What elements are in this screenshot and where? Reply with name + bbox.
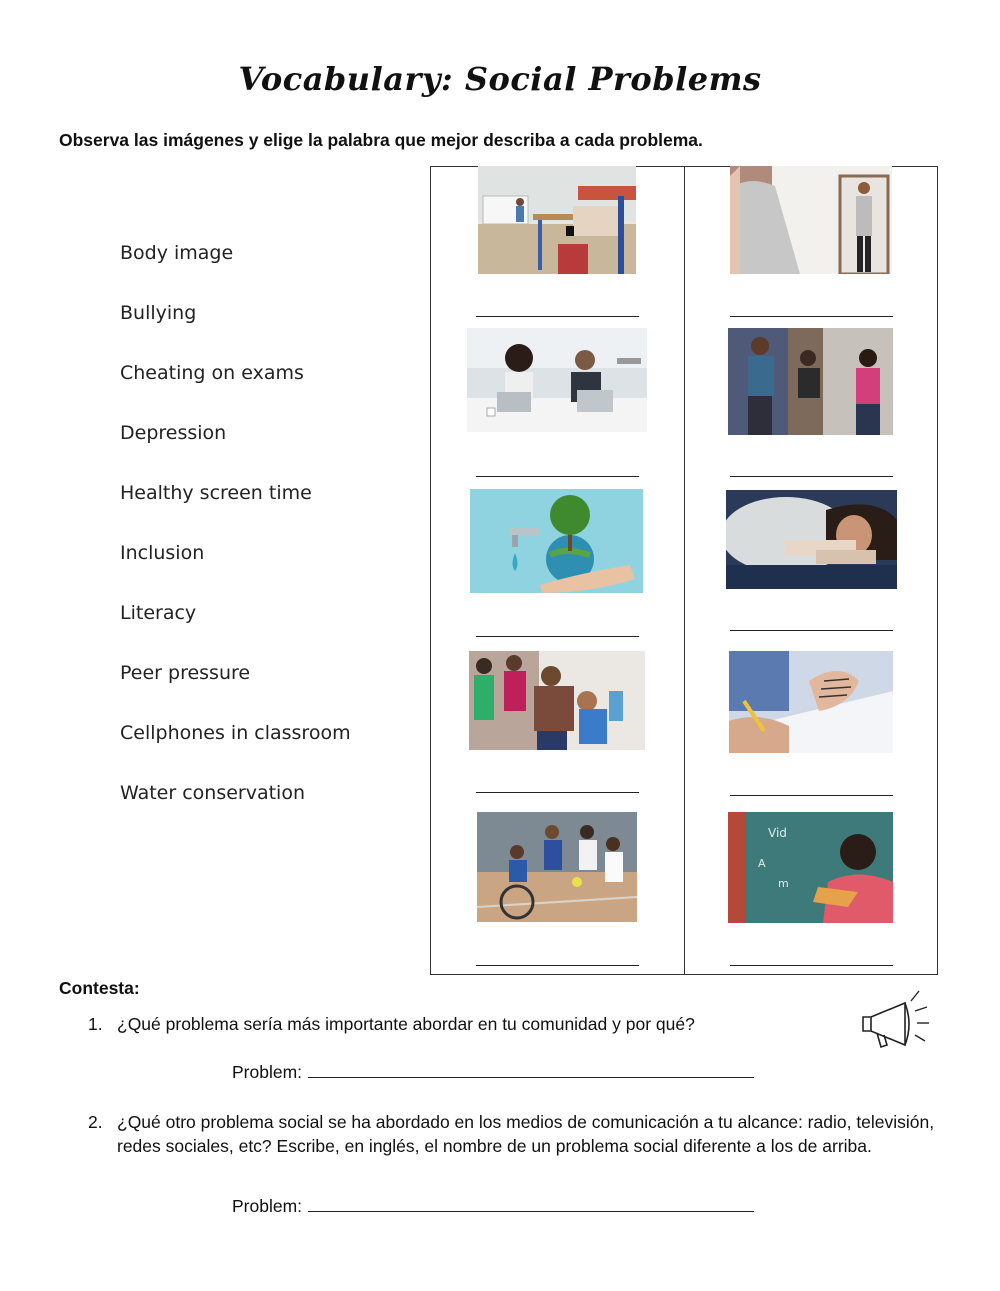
question-text: ¿Qué otro problema social se ha abordado en los medios de comunicación a tu alcance: radio, televisión, redes sociales, etc? Escribe, en inglés, el nombre de un problema social diferente a los de arriba. bbox=[117, 1112, 935, 1156]
question-text: ¿Qué problema sería más importante abordar en tu comunidad y por qué? bbox=[117, 1014, 695, 1034]
answer-section-heading: Contesta: bbox=[59, 978, 140, 998]
word-bank-item: Cellphones in classroom bbox=[120, 722, 351, 744]
word-bank bbox=[120, 242, 351, 842]
word-bank-item: Water conservation bbox=[120, 782, 305, 804]
word-bank-item: Inclusion bbox=[120, 542, 205, 564]
wheelchair-sport-photo bbox=[477, 812, 637, 922]
answer-blank[interactable] bbox=[730, 630, 893, 631]
word-bank-item: Depression bbox=[120, 422, 227, 444]
classroom-phone-photo bbox=[478, 166, 636, 274]
word-bank-item: Cheating on exams bbox=[120, 362, 304, 384]
peer-group-photo bbox=[728, 328, 893, 435]
answer-blank[interactable] bbox=[730, 795, 893, 796]
svg-text:A: A bbox=[758, 857, 766, 870]
office-laptops-photo bbox=[467, 328, 647, 432]
instructions: Observa las imágenes y elige la palabra que mejor describa a cada problema. bbox=[59, 130, 703, 150]
chalkboard-photo bbox=[728, 812, 893, 923]
problem-label: Problem: bbox=[232, 1062, 303, 1082]
svg-text:Vid: Vid bbox=[768, 826, 787, 840]
word-bank-item: Body image bbox=[120, 242, 234, 264]
problem-label: Problem: bbox=[232, 1196, 303, 1216]
question-number: 1. bbox=[88, 1014, 103, 1034]
problem-answer-row bbox=[232, 1196, 754, 1217]
word-bank-item: Peer pressure bbox=[120, 662, 251, 684]
problem-answer-row bbox=[232, 1062, 754, 1083]
grid-divider bbox=[684, 166, 685, 975]
word-bank-item: Literacy bbox=[120, 602, 197, 624]
water-globe-photo bbox=[470, 489, 643, 593]
answer-blank[interactable] bbox=[476, 792, 639, 793]
question-number: 2. bbox=[88, 1112, 103, 1132]
word-bank-item: Bullying bbox=[120, 302, 197, 324]
svg-text:m: m bbox=[778, 877, 789, 890]
mirror-photo bbox=[730, 166, 892, 274]
worksheet-title: Vocabulary: Social Problems bbox=[238, 60, 762, 98]
answer-blank[interactable] bbox=[476, 316, 639, 317]
answer-blank[interactable] bbox=[476, 636, 639, 637]
wall-push-photo bbox=[469, 651, 645, 750]
problem-answer-field[interactable] bbox=[308, 1197, 754, 1212]
word-bank-item: Healthy screen time bbox=[120, 482, 312, 504]
sad-girl-photo bbox=[726, 490, 897, 589]
answer-blank[interactable] bbox=[476, 476, 639, 477]
hand-notes-photo bbox=[729, 651, 893, 753]
problem-answer-field[interactable] bbox=[308, 1063, 754, 1078]
megaphone-icon bbox=[855, 985, 935, 1055]
answer-blank[interactable] bbox=[730, 316, 893, 317]
answer-blank[interactable] bbox=[730, 476, 893, 477]
answer-blank[interactable] bbox=[476, 965, 639, 966]
answer-blank[interactable] bbox=[730, 965, 893, 966]
